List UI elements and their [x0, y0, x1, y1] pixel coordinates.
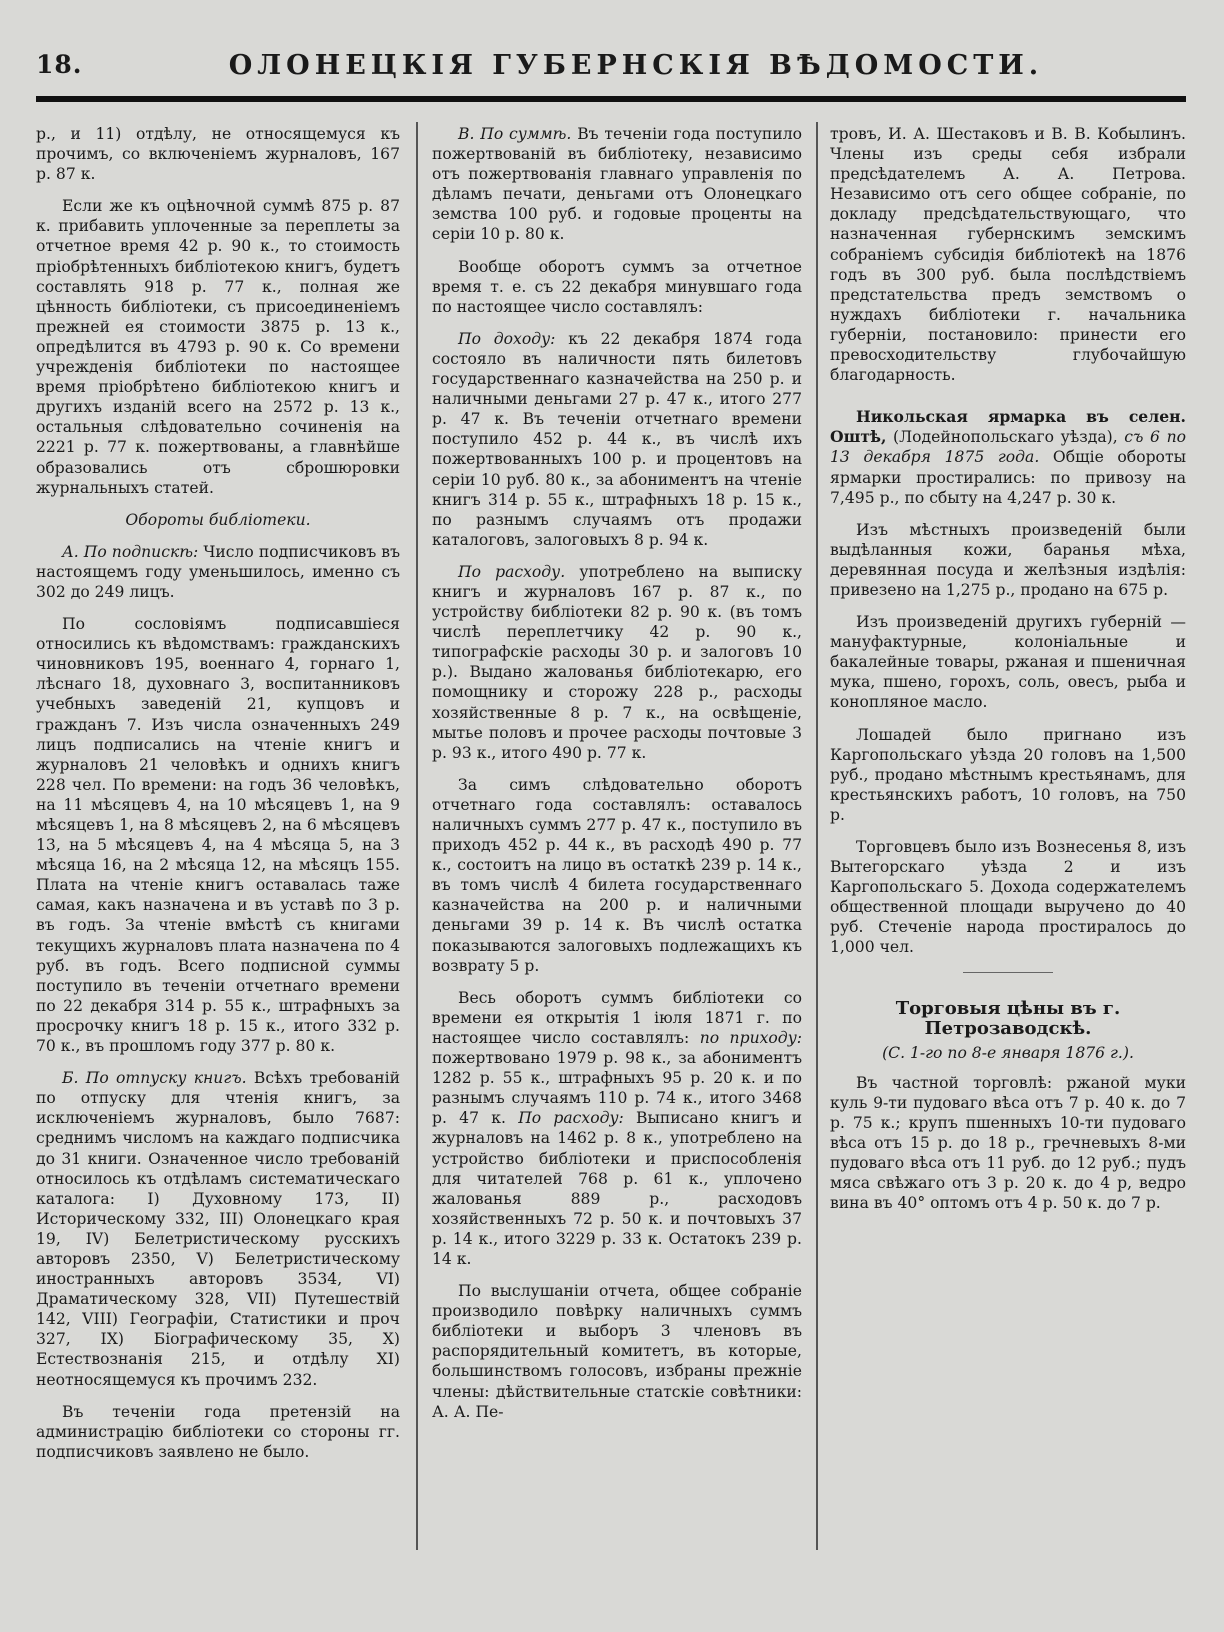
prices-title: Торговыя цѣны въ г. Петрозаводскѣ.: [895, 997, 1121, 1039]
col1-section-a: [36, 542, 400, 602]
col3-paragraph-5: Торговцевъ было изъ Вознесенья 8, изъ Вытегорскаго уѣзда 2 и изъ Каргопольскаго 5. Дохода содержателемъ общественной площади выручено до 40 руб. Стеченіе народа простиралось до 1,000 чел.: [830, 838, 1186, 957]
section-heading-library-turnover: Обороты библіотеки.: [125, 510, 311, 529]
col1-paragraph-1: р., и 11) отдѣлу, не относящемуся къ прочимъ, со включеніемъ журналовъ, 167 р. 87 к.: [36, 125, 400, 184]
prices-dates: (С. 1-го по 8-е января 1876 г.).: [882, 1043, 1134, 1062]
col2-paragraph-3: [432, 988, 802, 1269]
fair-place: (Лодейнопольскаго уѣзда),: [893, 428, 1118, 447]
col3-paragraph-4: Лошадей было пригнано изъ Каргопольскаго уѣзда 20 головъ на 1,500 руб., продано мѣстнымъ крестьянамъ, для крестьянскихъ работъ, 10 головъ, на 750 р.: [830, 725, 1186, 824]
expense-text: употреблено на выписку книгъ и журналовъ 167 р. 87 к., по устройству библіотеки 82 р. 90 к. (въ томъ числѣ переплетчику 42 р. 90 к., типографскіе расходы 30 р. и залоговъ 10 р.). Выдано жалованья библіотекарю, его помощнику и сторожу 228 р., расходы хозяйственные 8 р. 7 к., на освѣщеніе, мытье половъ и прочее расходы почтовые 3 р. 93 к., итого 490 р. 77 к.: [432, 562, 802, 762]
total-expense-text: Выписано книгъ и журналовъ на 1462 р. 8 к., употреблено на устройство библіотеки и приспособленія для читателей 768 р. 61 к., уплочено жалованья 889 р., расходовъ хозяйственныхъ 72 р. 50 к. и почтовыхъ 37 р. 14 к., итого 3229 р. 33 к. Остатокъ 239 р. 14 к.: [432, 1109, 802, 1268]
total-income-label: по приходу:: [699, 1028, 802, 1047]
fair-report: [830, 407, 1186, 507]
col3-paragraph-2: Изъ мѣстныхъ произведеній были выдѣланныя кожи, баранья мѣха, деревянная посуда и желѣзныя издѣлія: привезено на 1,275 р., продано на 675 р.: [830, 520, 1186, 599]
column-2: [432, 124, 802, 1560]
fair-text: Общіе обороты ярмарки простирались: по привозу на 7,495 р., по сбыту на 4,247 р. 30 к.: [830, 448, 1186, 507]
col2-paragraph-2: За симъ слѣдовательно оборотъ отчетнаго года составлялъ: оставалось наличныхъ суммъ 277 р. 47 к., поступило въ приходъ 452 р. 44 к., въ расходѣ 490 р. 77 к., состоитъ на лицо въ остаткѣ 239 р. 14 к., въ томъ числѣ 4 билета государственнаго казначейства на 200 р. и наличными деньгами 39 р. 14 к. Въ числѣ остатка показываются залоговыхъ подлежащихъ къ возврату 5 р.: [432, 775, 802, 975]
col1-paragraph-3: По сословіямъ подписавшіеся относились къ вѣдомствамъ: гражданскихъ чиновниковъ 195, военнаго 4, горнаго 1, лѣснаго 18, духовнаго 3, воспитанниковъ учебныхъ заведеній 21, купцовъ и гражданъ 7. Изъ числа означенныхъ 249 лицъ подписались на чтеніе книгъ и журналовъ 21 человѣкъ и однихъ книгъ 228 чел. По времени: на годъ 36 человѣкъ, на 11 мѣсяцевъ 4, на 10 мѣсяцевъ 1, на 9 мѣсяцевъ 1, на 8 мѣсяцевъ 2, на 6 мѣсяцевъ 13, на 5 мѣсяцевъ 4, на 4 мѣсяца 5, на 3 мѣсяца 16, на 2 мѣсяца 12, на мѣсяцъ 155. Плата на чтеніе книгъ оставалась таже самая, какъ назначена и въ уставѣ по 3 р. въ годъ. За чтеніе вмѣстѣ съ книгами текущихъ журналовъ плата назначена по 4 руб. въ годъ. Всего подписной суммы поступило въ теченіи отчетнаго времени по 22 декабря 314 р. 55 к., штрафныхъ за просрочку книгъ 18 р. 15 к., итого 332 р. 70 к., въ прошломъ году 377 р. 80 к.: [36, 615, 400, 1056]
section-v-label: В. По суммѣ.: [458, 125, 572, 143]
section-separator: [963, 972, 1053, 973]
total-income-text: пожертвовано 1979 р. 98 к., за абониментъ 1282 р. 55 к., штрафныхъ 95 р. 20 к. и по разнымъ случаямъ 110 р. 74 к., итого 3468 р. 47 к.: [432, 1049, 802, 1128]
section-a-text: Число подписчиковъ въ настоящемъ году уменьшилось, именно съ 302 до 249 лицъ.: [36, 542, 400, 601]
page-header: [36, 44, 1186, 84]
income-label: По доходу:: [458, 329, 556, 348]
income-text: къ 22 декабря 1874 года состояло въ наличности пять билетовъ государственнаго казначейства на 250 р. и наличными деньгами 27 р. 47 к., итого 277 р. 47 к. Въ теченіи отчетнаго времени поступило 452 р. 44 к., въ числѣ ихъ пожертвованныхъ 100 р. и процентовъ на серіи 10 руб. 80 к., за абониментъ на чтеніе книгъ 314 р. 55 к., штрафныхъ 18 р. 15 к., по разнымъ случаямъ отъ продажи каталоговъ, залоговыхъ 8 р. 94 к.: [432, 329, 802, 549]
section-b-label: Б. По отпуску книгъ.: [62, 1069, 247, 1088]
col2-expense: [432, 562, 802, 763]
col2-paragraph-1: Вообще оборотъ суммъ за отчетное время т. е. съ 22 декабря минувшаго года по настоящее число составлялъ:: [432, 257, 802, 316]
col2-paragraph-4: По выслушаніи отчета, общее собраніе производило повѣрку наличныхъ суммъ библіотеки и выборъ 3 членовъ въ распорядительный комитетъ, въ которые, большинствомъ голосовъ, избраны прежніе члены: дѣйствительные статскіе совѣтники: А. А. Пе-: [432, 1282, 802, 1421]
page-number: 18.: [36, 50, 83, 79]
column-divider-2: [816, 122, 818, 1550]
col1-section-b: [36, 1068, 400, 1390]
fair-dates: съ 6 по 13 декабря 1875 года.: [830, 428, 1186, 467]
col3-paragraph-1: тровъ, И. А. Шестаковъ и В. В. Кобылинъ. Члены изъ среды себя избрали предсѣдателемъ А. А. Петрова. Независимо отъ сего общее собраніе, по докладу предсѣдательствующаго, что назначенная губернскимъ земскимъ собраніемъ субсидія библіотекѣ на 1876 годъ въ 300 руб. была послѣдствіемъ предстательства предъ земствомъ о нуждахъ библіотеки г. начальника губерніи, постановило: принести его превосходительству глубочайшую благодарность.: [830, 125, 1186, 385]
header-rule: [36, 96, 1186, 102]
section-a-label: А. По подпискѣ:: [62, 542, 199, 561]
column-divider-1: [416, 122, 418, 1550]
column-3: [830, 124, 1186, 1560]
section-b-text: Всѣхъ требованій по отпуску для чтенія книгъ, за исключеніемъ журналовъ, было 7687: среднимъ числомъ на каждаго подписчика до 31 книги. Означенное число требованій относилось къ отдѣламъ систематическаго каталога: I) Духовному 173, II) Историческому 332, III) Олонецкаго края 19, IV) Белетристическому русскихъ авторовъ 2350, V) Белетристическому иностранныхъ авторовъ 3534, VI) Драматическому 328, VII) Путешествій 142, VIII) Географіи, Статистики и проч 327, IX) Біографическому 35, X) Естествознанія 215, и отдѣлу XI) неотносящемуся къ прочимъ 232.: [36, 1069, 400, 1389]
newspaper-title: ОЛОНЕЦКІЯ ГУБЕРНСКІЯ ВѢДОМОСТИ.: [228, 50, 1044, 81]
col1-paragraph-2: Если же къ оцѣночной суммѣ 875 р. 87 к. прибавить уплоченные за переплеты за отчетное время 42 р. 90 к., то стоимость пріобрѣтенныхъ библіотекою книгъ, будетъ составлять 918 р. 77 к., полная же цѣнность библіотеки, съ присоединеніемъ прежней ея стоимости 3875 р. 13 к., опредѣлится въ 4793 р. 90 к. Со времени учрежденія библіотеки по настоящее время пріобрѣтено библіотекою книгъ и другихъ изданій всего на 2572 р. 13 к., остальныя слѣдовательно сочиненія на 2221 р. 77 к. пожертвованы, а главнѣйше образовались отъ сброшюровки журнальныхъ статей.: [36, 197, 400, 497]
column-1: [36, 124, 400, 1560]
col1-paragraph-4: Въ теченіи года претензій на администрацію библіотеки со стороны гг. подписчиковъ заявлено не было.: [36, 1402, 400, 1461]
prices-text: Въ частной торговлѣ: ржаной муки куль 9-ти пудоваго вѣса отъ 7 р. 40 к. до 7 р. 75 к.; крупъ пшенныхъ 10-ти пудоваго вѣса отъ 15 р. до 18 р., гречневыхъ 8-ми пудоваго вѣса отъ 11 руб. до 12 руб.; пудъ мяса свѣжаго отъ 3 р. 20 к. до 4 р, ведро вина въ 40° оптомъ отъ 4 р. 50 к. до 7 р.: [830, 1073, 1186, 1213]
total-expense-label: По расходу:: [518, 1109, 624, 1128]
col3-paragraph-3: Изъ произведеній другихъ губерній — мануфактурные, колоніальные и бакалейные товары, ржаная и пшеничная мука, пшено, горохъ, соль, овесъ, рыба и конопляное масло.: [830, 613, 1186, 712]
section-v-text: Въ теченіи года поступило пожертвованій въ библіотеку, независимо отъ пожертвованія главнаго управленія по дѣламъ печати, деньгами отъ Олонецкаго земства 100 руб. и годовые проценты на серіи 10 р. 80 к.: [432, 125, 802, 244]
col2-income: [432, 329, 802, 550]
total-turnover-intro: Весь оборотъ суммъ библіотеки со времени ея открытія 1 іюля 1871 г. по настоящее число составлялъ:: [432, 988, 802, 1047]
fair-title: Никольская ярмарка въ селен. Оштѣ,: [830, 407, 1186, 447]
col2-section-v: [432, 124, 802, 245]
expense-label: По расходу.: [458, 562, 566, 581]
